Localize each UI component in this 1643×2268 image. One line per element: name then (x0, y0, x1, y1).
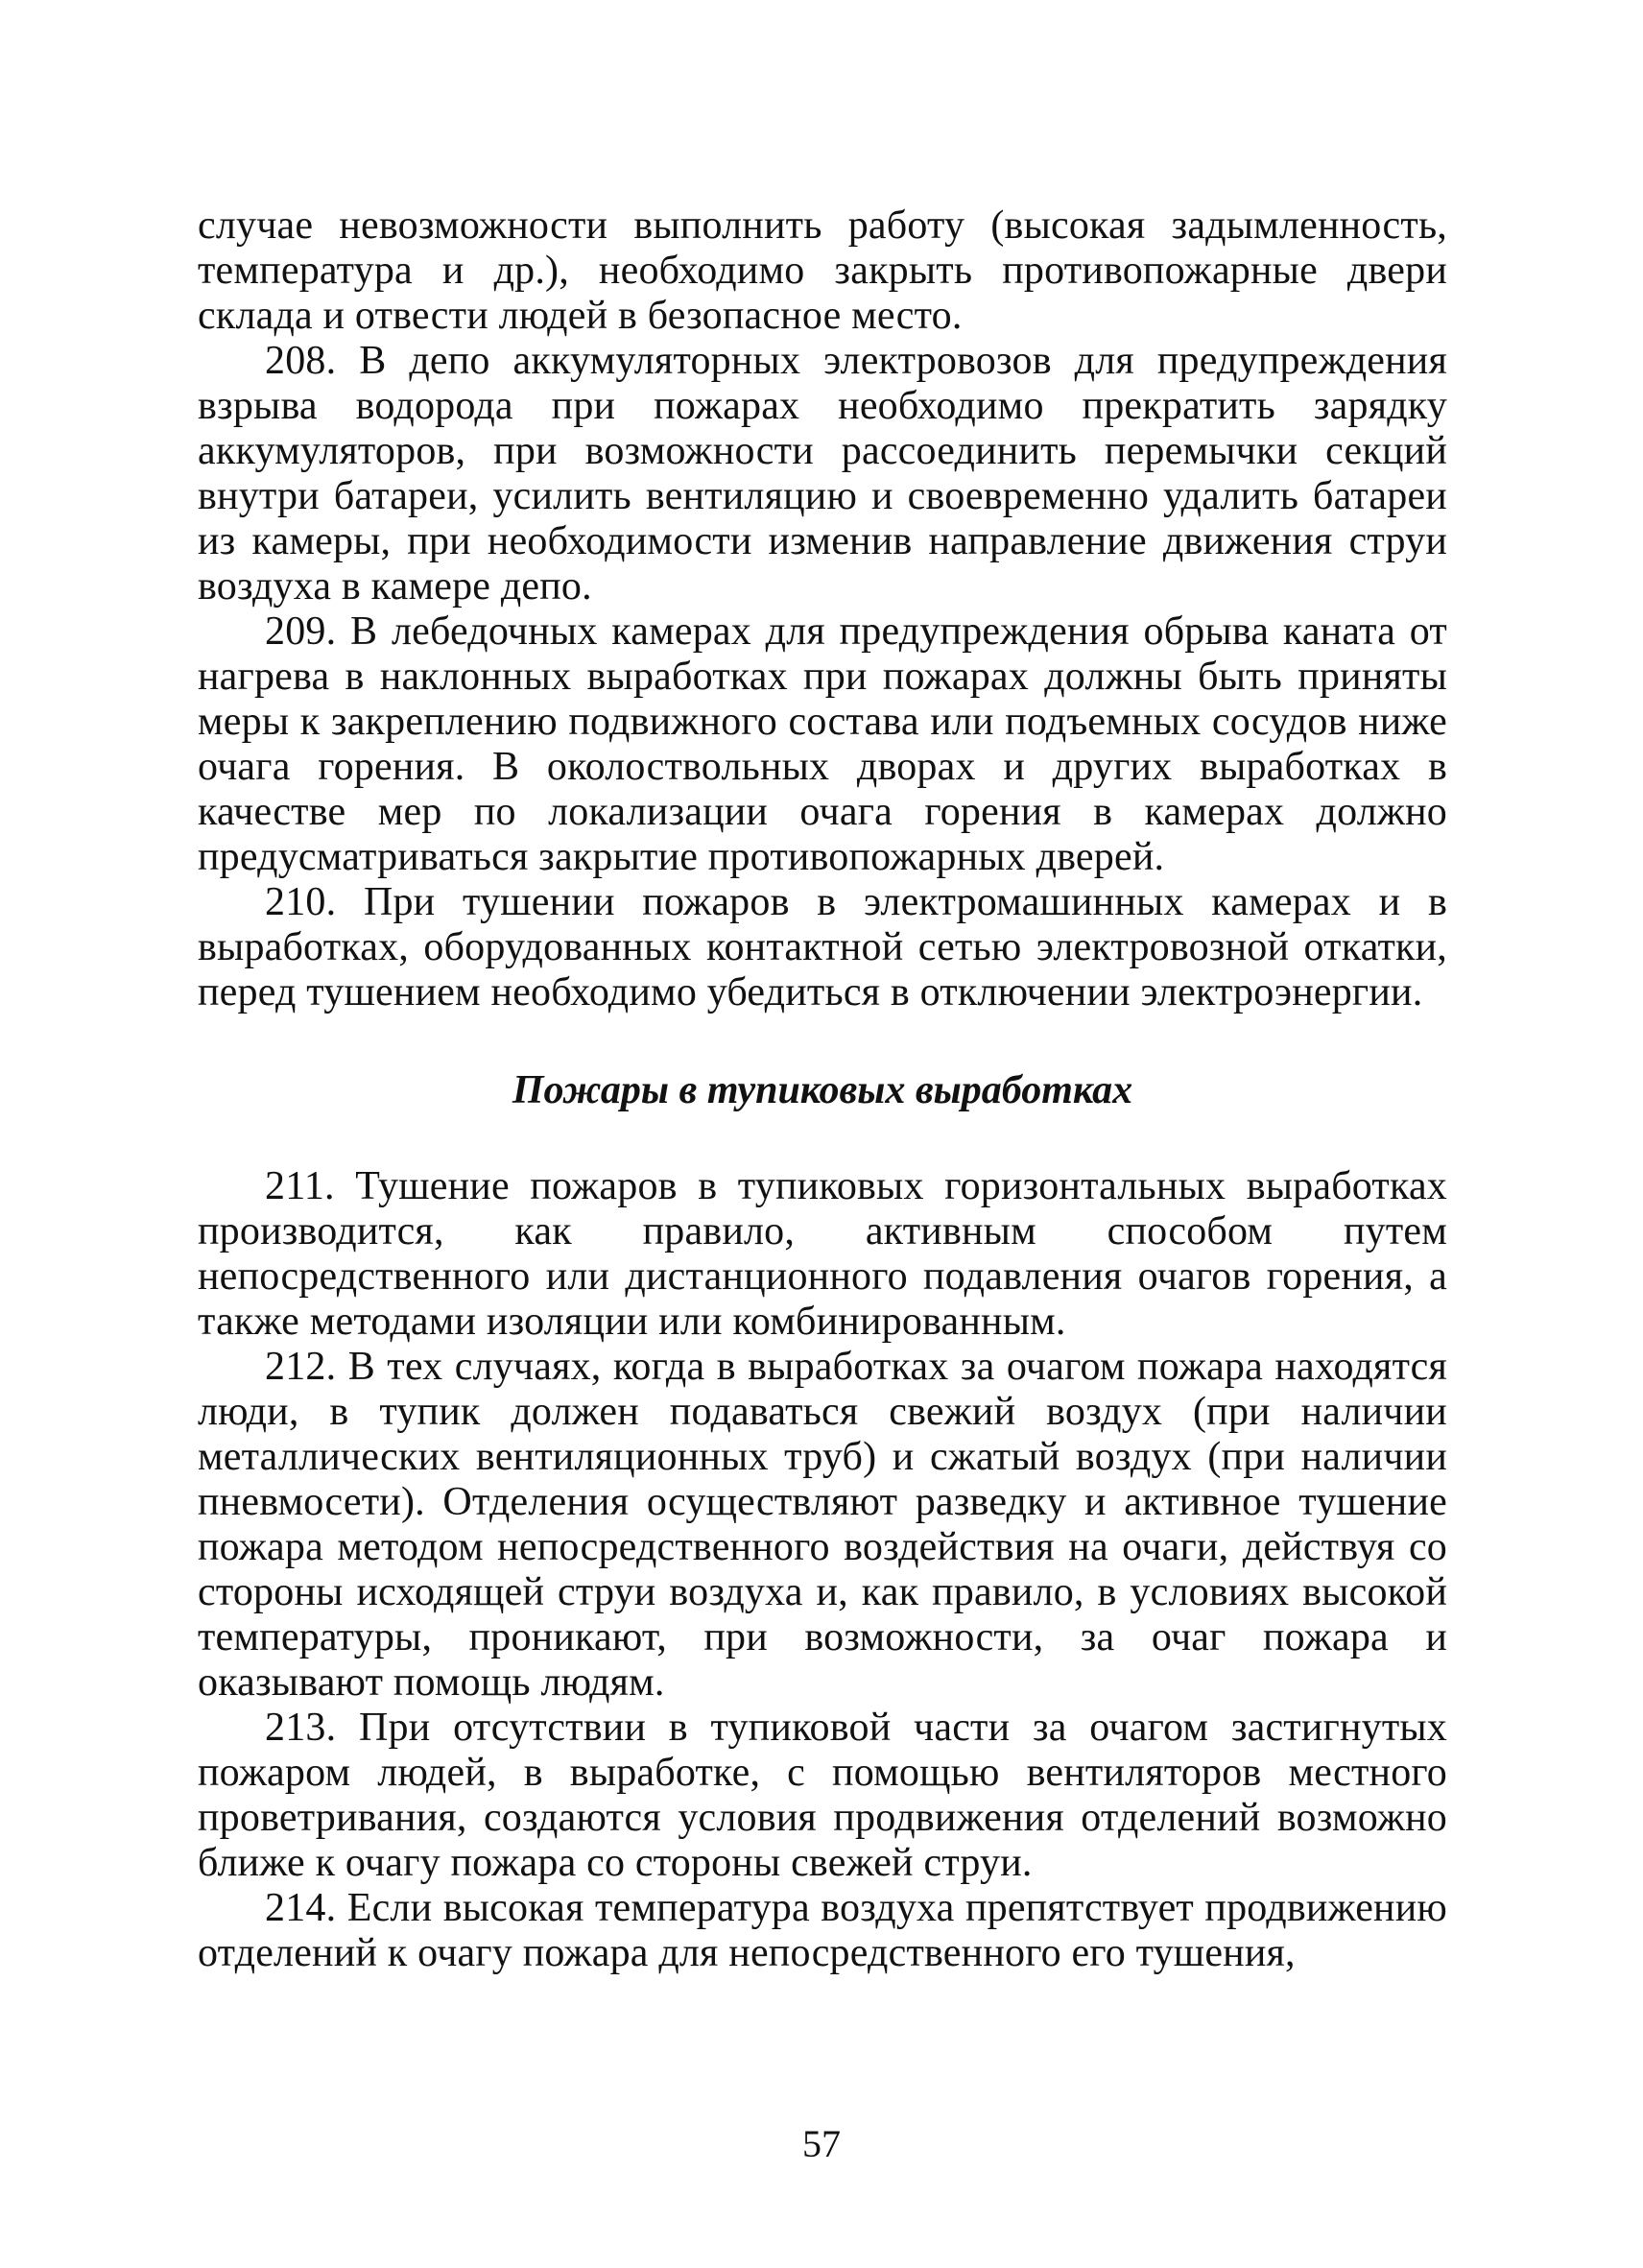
paragraph-214: 214. Если высокая температура воздуха препятствует продвижению отделений к очагу пожара для непосредственного его тушения, (198, 1886, 1447, 1975)
paragraph-208: 208. В депо аккумуляторных электровозов для предупреждения взрыва водорода при пожарах необходимо прекратить зарядку аккумуляторов, при возможности рассоединить перемычки секций внутри батареи, усилить вентиляцию и своевременно удалить батареи из камеры, при необходимости изменив направление движения струи воздуха в камере депо. (198, 339, 1447, 609)
section-heading: Пожары в тупиковых выработках (512, 1068, 1133, 1112)
paragraph-209: 209. В лебедочных камерах для предупреждения обрыва каната от нагрева в наклонных выработках при пожарах должны быть приняты меры к закреплению подвижного состава или подъемных сосудов ниже очага горения. В околоствольных дворах и других выработках в качестве мер по локализации очага горения в камерах должно предусматриваться закрытие противопожарных дверей. (198, 609, 1447, 879)
paragraph-213: 213. При отсутствии в тупиковой части за очагом застигнутых пожаром людей, в выработке, с помощью вентиляторов местного проветривания, создаются условия продвижения отделений возможно ближе к очагу пожара со стороны свежей струи. (198, 1706, 1447, 1885)
paragraph-211: 211. Тушение пожаров в тупиковых горизонтальных выработках производится, как правило, активным способом путем непосредственного или дистанционного подавления очагов горения, а также методами изоляции или комбинированным. (198, 1164, 1447, 1344)
paragraph-210: 210. При тушении пожаров в электромашинных камерах и в выработках, оборудованных контактной сетью электровозной откатки, перед тушением необходимо убедиться в отключении электроэнергии. (198, 880, 1447, 1015)
page-number: 57 (802, 2122, 841, 2165)
paragraph-212: 212. В тех случаях, когда в выработках за очагом пожара находятся люди, в тупик должен подаваться свежий воздух (при наличии металлических вентиляционных труб) и сжатый воздух (при наличии пневмосети). Отделения осуществляют разведку и активное тушение пожара методом непосредственного воздействия на очаги, действуя со стороны исходящей струи воздуха и, как правило, в условиях высокой температуры, проникают, при возможности, за очаг пожара и оказывают помощь людям. (198, 1345, 1447, 1705)
page-body (198, 203, 1447, 1976)
paragraph-continuation: случае невозможности выполнить работу (высокая задымленность, температура и др.), необходимо закрыть противопожарные двери склада и отвести людей в безопасное место. (198, 203, 1447, 338)
